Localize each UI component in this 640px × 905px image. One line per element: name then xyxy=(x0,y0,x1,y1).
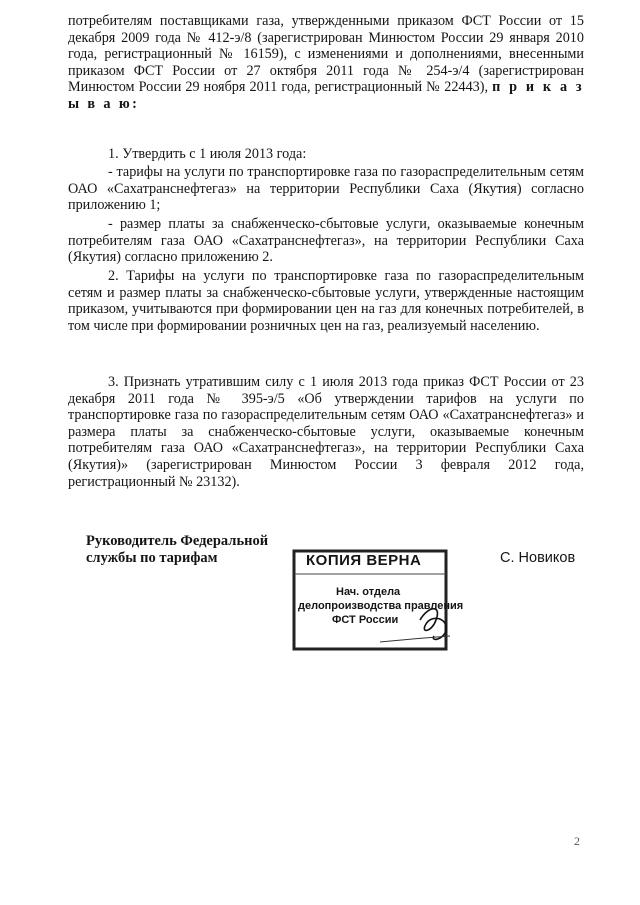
position-line-1: Руководитель Федеральной xyxy=(86,533,269,549)
item-1a: - тарифы на услуги по транспортировке газа по газораспределительным сетям ОАО «Сахатранснефтегаз» на территории Республики Саха (Якутия) согласно приложению 1; xyxy=(68,164,584,214)
handwritten-signature xyxy=(420,609,446,640)
stamp-line-3: ФСТ России xyxy=(332,614,399,626)
signatory-position xyxy=(86,533,268,567)
item-3: 3. Признать утратившим силу с 1 июля 2013 года приказ ФСТ России от 23 декабря 2011 года № 395-э/5 «Об утверждении тарифов на услуги по транспортировке газа по газораспределительным сетям ОАО «Сахатранснефтегаз» и размера платы за снабженческо-сбытовые услуги, оказываемые конечным потребителям газа ОАО «Сахатранснефтегаз», на территории Республики Саха (Якутия)» (зарегистрирован Минюстом России 3 февраля 2012 года, регистрационный № 23132). xyxy=(68,374,584,490)
item-2: 2. Тарифы на услуги по транспортировке газа по газораспределительным сетям и размер платы за снабженческо-сбытовые услуги, утвержденные настоящим приказом, учитываются при формировании цен на газ для конечных потребителей, в том числе при формировании розничных цен на газ, реализуемый населению. xyxy=(68,268,584,334)
signatory-name: С. Новиков xyxy=(500,550,576,566)
stamp-line-2: делопроизводства правления xyxy=(298,600,464,612)
order-command: п р и к а з ы в а ю: xyxy=(68,79,585,112)
intro-text: потребителям поставщиками газа, утвержденными приказом ФСТ России от 15 декабря 2009 года № 412-э/8 (зарегистрирован Минюстом России 29 января 2010 года, регистрационный № 16159), с изменениями и дополнениями, внесенными приказом ФСТ России от 27 октября 2011 года № 254-э/4 (зарегистрирован Минюстом России 29 ноября 2011 года, регистрационный № 22443), xyxy=(68,13,584,96)
stamp-line-1: Нач. отдела xyxy=(336,586,401,598)
item-1: 1. Утвердить с 1 июля 2013 года: xyxy=(108,146,307,162)
intro-paragraph xyxy=(68,13,584,113)
position-line-2: службы по тарифам xyxy=(86,550,218,566)
stamp-title: КОПИЯ ВЕРНА xyxy=(306,552,422,569)
page-number: 2 xyxy=(574,834,580,848)
item-1b: - размер платы за снабженческо-сбытовые услуги, оказываемые конечным потребителям газа ОАО «Сахатранснефтегаз», на территории Республики Саха (Якутия) согласно приложению 2. xyxy=(68,216,584,266)
